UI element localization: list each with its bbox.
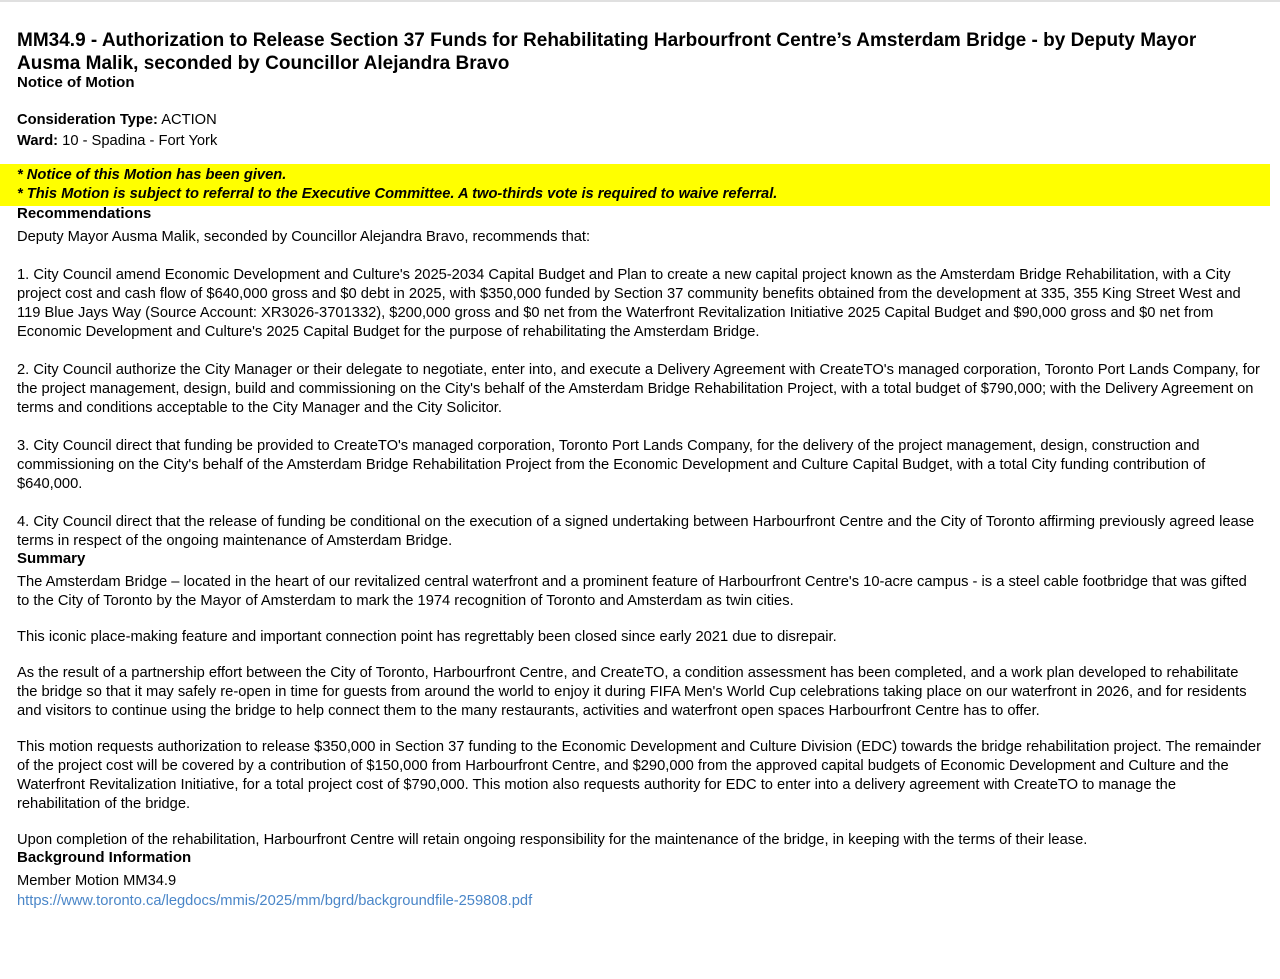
consideration-type-value: ACTION — [161, 112, 217, 128]
consideration-type-label: Consideration Type: — [17, 112, 158, 128]
summary-paragraph: This iconic place-making feature and important connection point has regrettably been closed since early 2021 due to disrepair. — [17, 629, 837, 645]
summary-paragraph: This motion requests authorization to release $350,000 in Section 37 funding to the Economic Development and Culture Division (EDC) towards the bridge rehabilitation project. The remainder of the project cost will be covered by a contribution of $150,000 from Harbourfront Centre, and $290,000 from the approved capital budgets of Economic Development and Culture and the Waterfront Revitalization Initiative, for a total project cost of $790,000. This motion also requests authority for EDC to enter into a delivery agreement with CreateTO to manage the rehabilitation of the bridge. — [17, 739, 1261, 812]
notice-highlight-line: * Notice of this Motion has been given. — [17, 167, 287, 183]
meta-block — [17, 110, 1262, 152]
notice-of-motion-heading: Notice of Motion — [17, 74, 135, 91]
page-top-border — [0, 0, 1280, 2]
recommendation-item: 2. City Council authorize the City Manager or their delegate to negotiate, enter into, and execute a Delivery Agreement with CreateTO's managed corporation, Toronto Port Lands Company, for the project management, design, build and commissioning on the City's behalf of the Amsterdam Bridge Rehabilitation Project, with a total budget of $790,000; with the Delivery Agreement on terms and conditions acceptable to the City Manager and the City Solicitor. — [17, 362, 1260, 416]
background-document-title: Member Motion MM34.9 — [17, 873, 177, 889]
background-file-link[interactable]: https://www.toronto.ca/legdocs/mmis/2025/mm/bgrd/backgroundfile-259808.pdf — [17, 893, 533, 909]
summary-paragraph: Upon completion of the rehabilitation, Harbourfront Centre will retain ongoing responsibility for the maintenance of the bridge, in keeping with the terms of their lease. — [17, 832, 1088, 848]
page-title: MM34.9 - Authorization to Release Section 37 Funds for Rehabilitating Harbourfront Centre’s Amsterdam Bridge - by Deputy Mayor Ausma Malik, seconded by Councillor Alejandra Bravo — [17, 30, 1197, 74]
ward-label: Ward: — [17, 133, 59, 149]
recommendation-item: 4. City Council direct that the release of funding be conditional on the execution of a signed undertaking between Harbourfront Centre and the City of Toronto affirming previously agreed lease terms in respect of the ongoing maintenance of Amsterdam Bridge. — [17, 514, 1255, 549]
summary-heading: Summary — [17, 550, 86, 567]
recommendations-intro: Deputy Mayor Ausma Malik, seconded by Councillor Alejandra Bravo, recommends that: — [17, 229, 591, 245]
notice-highlight-line: * This Motion is subject to referral to the Executive Committee. A two-thirds vote is required to waive referral. — [17, 185, 778, 202]
ward-line — [17, 131, 1262, 152]
recommendation-item: 3. City Council direct that funding be provided to CreateTO's managed corporation, Toronto Port Lands Company, for the delivery of the project management, design, construction and commissioning on the City's behalf of the Amsterdam Bridge Rehabilitation Project from the Economic Development and Culture Capital Budget, with a total City funding contribution of $640,000. — [17, 438, 1206, 492]
consideration-type-line — [17, 110, 1262, 131]
background-link-line — [17, 891, 1262, 911]
background-information-heading: Background Information — [17, 849, 192, 866]
summary-paragraph: The Amsterdam Bridge – located in the heart of our revitalized central waterfront and a prominent feature of Harbourfront Centre's 10-acre campus - is a steel cable footbridge that was gifted to the City of Toronto by the Mayor of Amsterdam to mark the 1974 recognition of Toronto and Amsterdam as twin cities. — [17, 574, 1247, 609]
agenda-item-page — [0, 29, 1280, 911]
notice-highlight — [0, 164, 1270, 206]
recommendations-heading: Recommendations — [17, 205, 152, 222]
ward-value: 10 - Spadina - Fort York — [62, 133, 218, 149]
recommendation-item: 1. City Council amend Economic Development and Culture's 2025-2034 Capital Budget and Plan to create a new capital project known as the Amsterdam Bridge Rehabilitation, with a City project cost and cash flow of $640,000 gross and $0 debt in 2025, with $350,000 funded by Section 37 community benefits obtained from the development at 335, 355 King Street West and 119 Blue Jays Way (Source Account: XR3026-3701332), $200,000 gross and $0 net from the Waterfront Revitalization Initiative 2025 Capital Budget and $90,000 gross and $0 net from Economic Development and Culture's 2025 Capital Budget for the purpose of rehabilitating the Amsterdam Bridge. — [17, 267, 1241, 340]
summary-paragraph: As the result of a partnership effort between the City of Toronto, Harbourfront Centre, and CreateTO, a condition assessment has been completed, and a work plan developed to rehabilitate the bridge so that it may safely re-open in time for guests from around the world to enjoy it during FIFA Men's World Cup celebrations taking place on our waterfront in 2026, and for residents and visitors to continue using the bridge to help connect them to the many restaurants, activities and waterfront open spaces Harbourfront Centre has to offer. — [17, 665, 1247, 719]
